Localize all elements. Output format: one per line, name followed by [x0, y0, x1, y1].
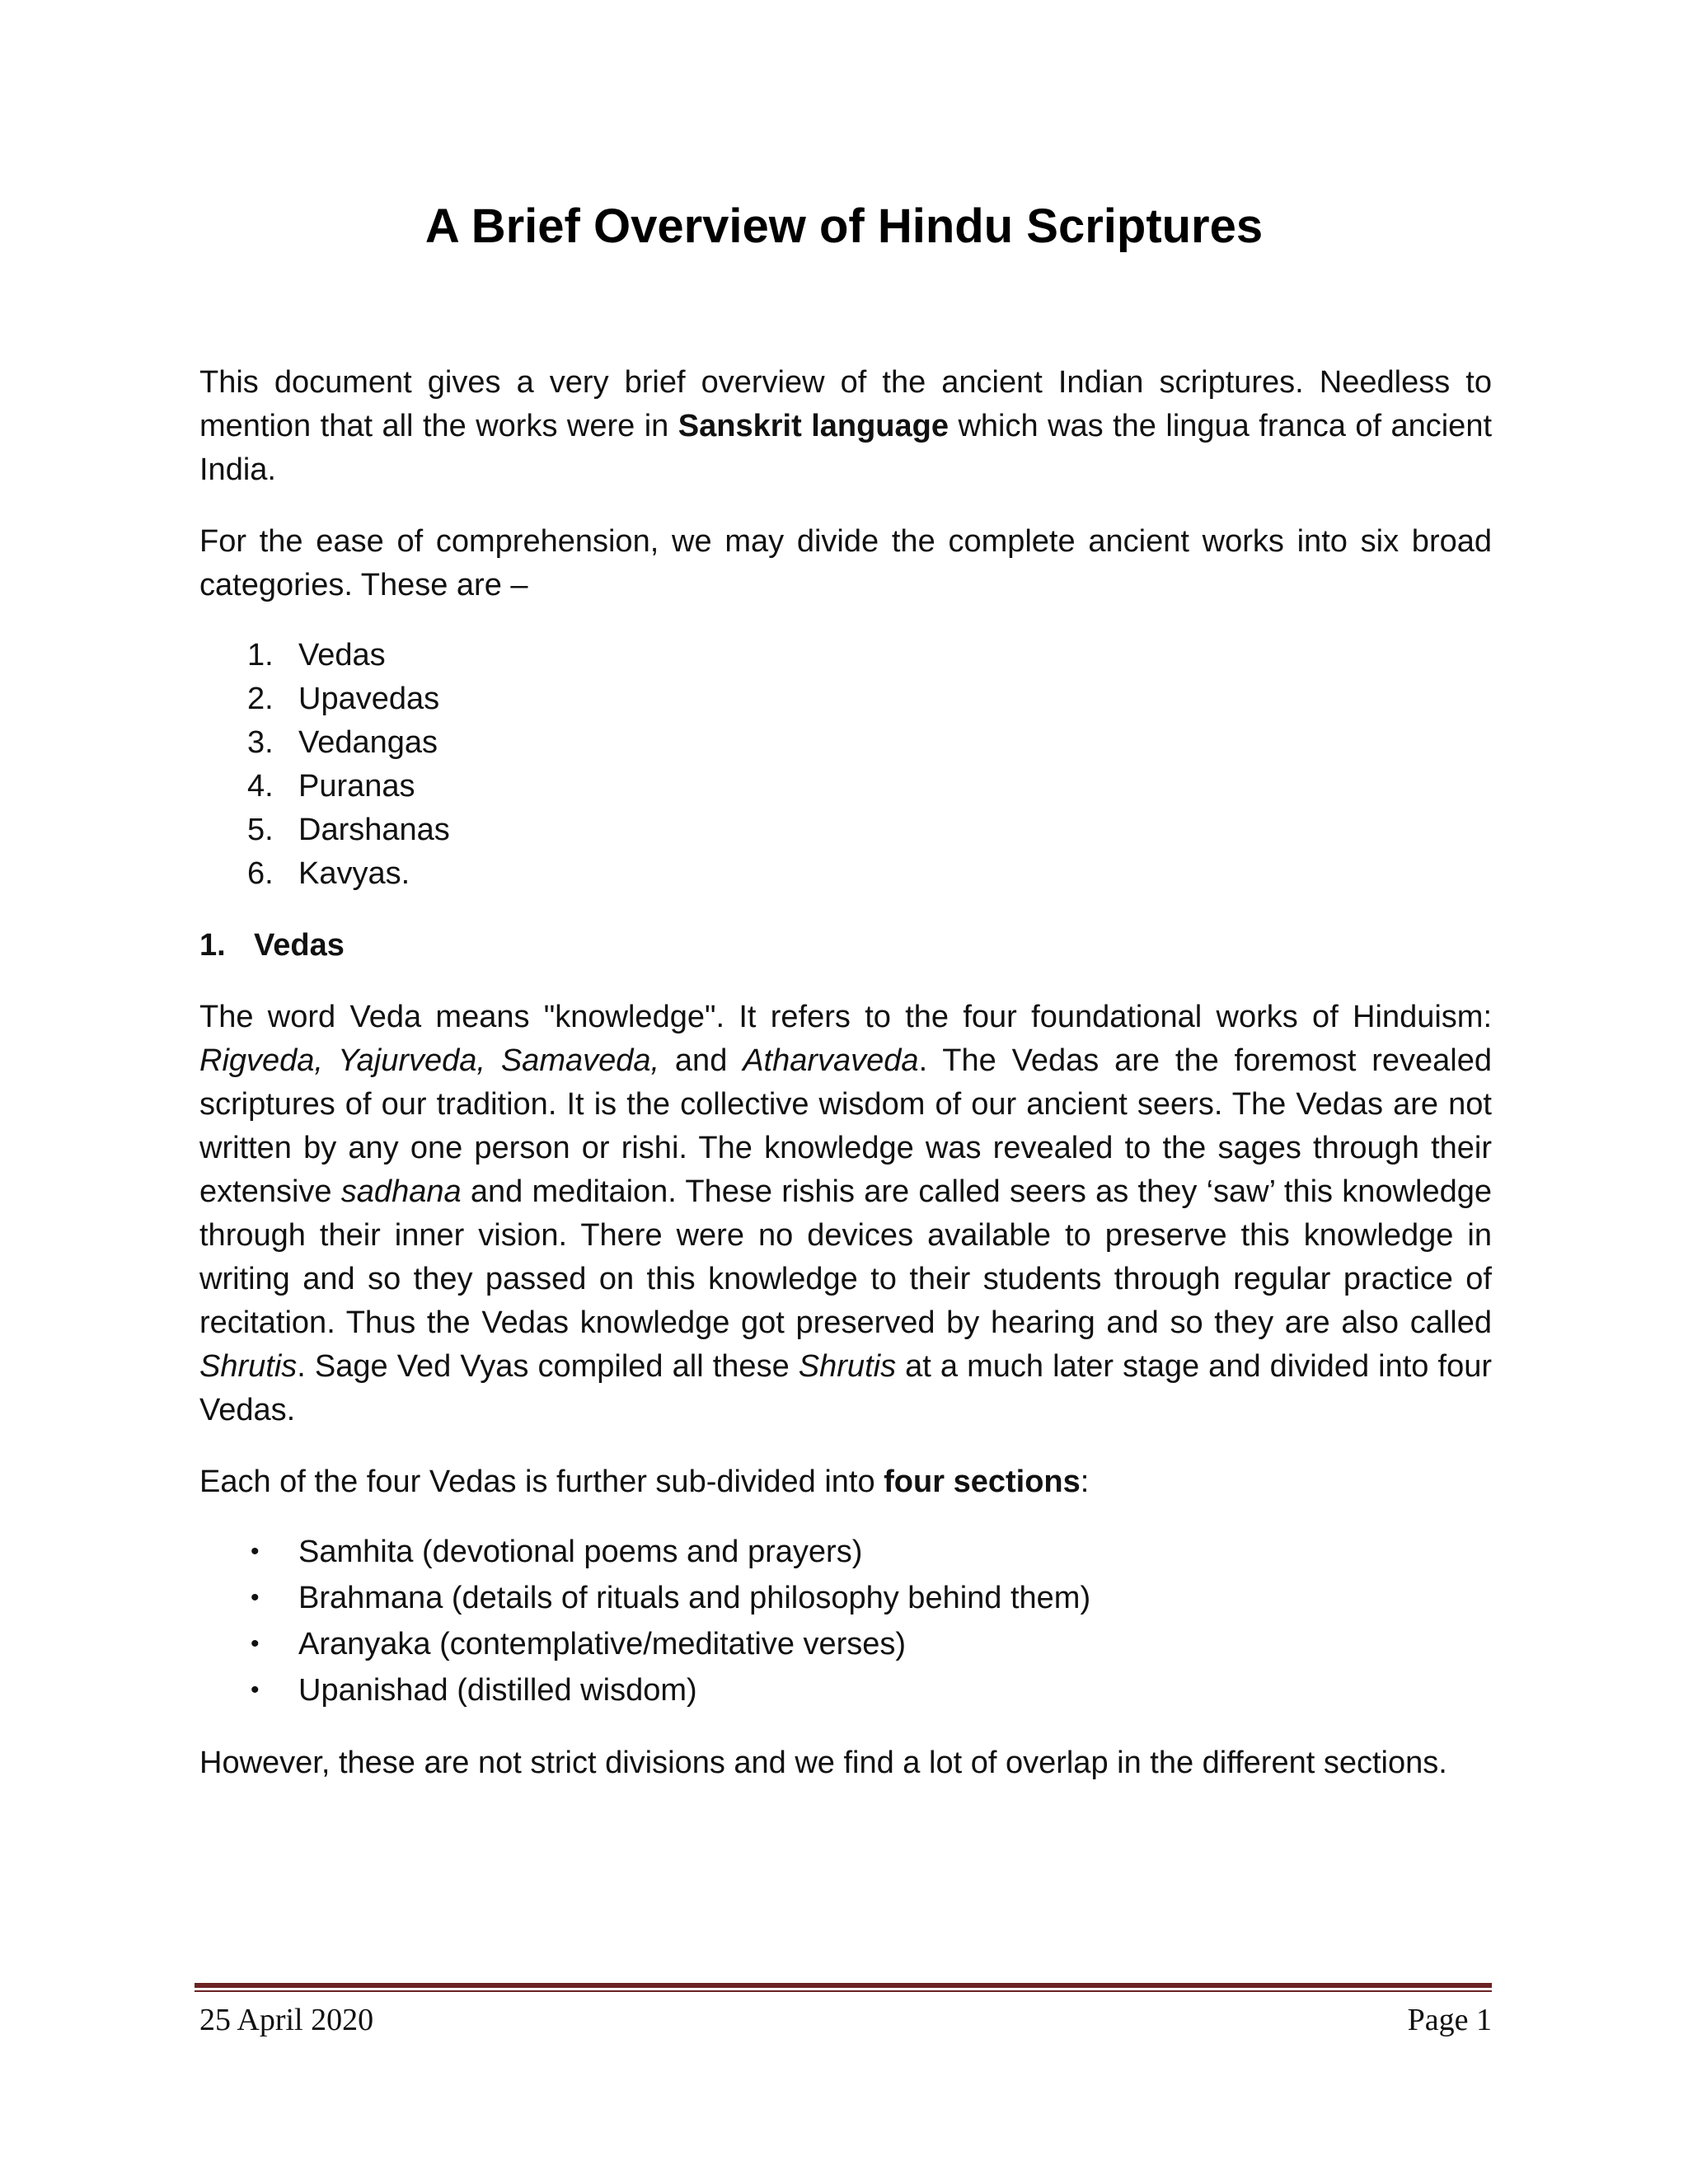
- bullet-icon: •: [251, 1584, 260, 1611]
- list-item: 4. Puranas: [247, 769, 415, 804]
- list-item: 3. Vedangas: [247, 725, 438, 760]
- categories-list: [199, 634, 1492, 896]
- footer-date: 25 April 2020: [199, 2003, 374, 2037]
- bullet-icon: •: [251, 1676, 260, 1704]
- page-number: Page 1: [1407, 2003, 1492, 2037]
- closing-paragraph: However, these are not strict divisions and we find a lot of overlap in the different sections.: [199, 1746, 1447, 1780]
- page-content: [199, 191, 1492, 1785]
- list-item: • Samhita (devotional poems and prayers): [199, 1529, 1492, 1575]
- intro-text-2: which was the lingua franca of ancient India.: [199, 409, 1493, 487]
- list-item: • Upanishad (distilled wisdom): [199, 1667, 1492, 1713]
- list-item: 6. Kavyas.: [247, 856, 410, 891]
- categories-intro: For the ease of comprehension, we may divide the complete ancient works into six broad categories. These are –: [199, 524, 1492, 602]
- list-item: 5. Darshanas: [247, 813, 450, 847]
- intro-bold: Sanskrit language: [678, 409, 950, 443]
- footer-divider-thin: [195, 1990, 1492, 1992]
- list-item: • Aranyaka (contemplative/meditative verses): [199, 1621, 1492, 1667]
- vedas-paragraph: The word Veda means "knowledge". It refers to the four foundational works of Hinduism: Rigveda, Yajurveda, Samaveda, and Atharvaveda. The Vedas are the foremost revealed scriptures of our tradition. It is the collective wisdom of our ancient seers. The Vedas are not written by any one person or rishi. The knowledge was revealed to the sages through their extensive sadhana and meditaion. These rishis are called seers as they ‘saw’ this knowledge through their inner vision. There were no devices available to preserve this knowledge in writing and so they passed on this knowledge to their students through regular practice of recitation. Thus the Vedas knowledge got preserved by hearing and so they are also called Shrutis. Sage Ved Vyas compiled all these Shrutis at a much later stage and divided into four Vedas.: [199, 1000, 1493, 1427]
- sections-list: [199, 1529, 1492, 1713]
- intro-paragraph: [199, 361, 1492, 492]
- sections-intro: Each of the four Vedas is further sub-divided into four sections:: [199, 1465, 1090, 1499]
- list-item: 2. Upavedas: [247, 682, 440, 716]
- footer-divider: [195, 1983, 1492, 1988]
- page-title: A Brief Overview of Hindu Scriptures: [424, 199, 1264, 253]
- intro-text-1: This document gives a very brief overview of the ancient Indian scriptures. Needless to mention that all the works were in: [199, 365, 1492, 443]
- bullet-icon: •: [251, 1630, 260, 1657]
- section-heading-vedas: 1. Vedas: [199, 928, 345, 963]
- list-item: 1. Vedas: [247, 638, 386, 673]
- list-item: • Brahmana (details of rituals and philosophy behind them): [199, 1575, 1492, 1621]
- bullet-icon: •: [251, 1538, 260, 1565]
